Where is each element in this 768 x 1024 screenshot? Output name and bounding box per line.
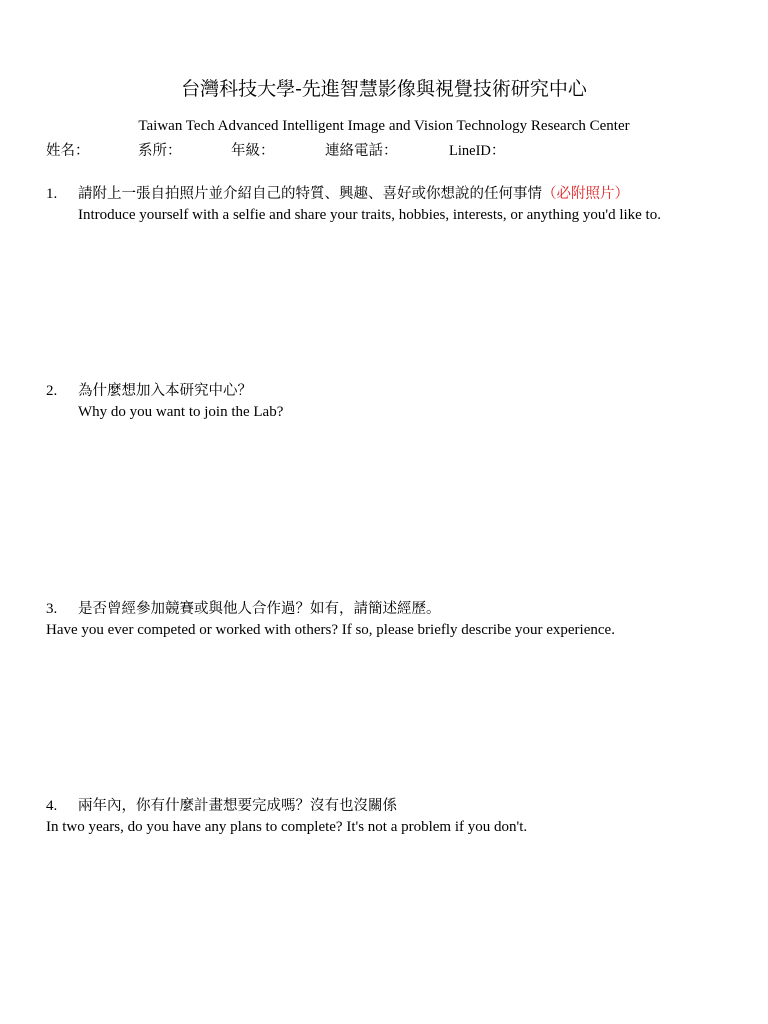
question-english-text: Why do you want to join the Lab? [78, 404, 284, 420]
phone-field-label: 連絡電話： [325, 143, 398, 159]
lineid-field-label: LineID： [449, 143, 506, 159]
question-english-text: Have you ever competed or worked with others? If so, please briefly describe your experience. [46, 622, 615, 638]
answer-area-3[interactable] [78, 643, 728, 783]
required-photo-note: （必附照片） [542, 186, 629, 202]
question-chinese-text: 是否曾經參加競賽或與他人合作過？如有，請簡述經歷。 [78, 601, 441, 617]
document-subtitle: Taiwan Tech Advanced Intelligent Image and Vision Technology Research Center [138, 118, 630, 134]
applicant-info-row [46, 141, 726, 161]
question-english-text: Introduce yourself with a selfie and share your traits, hobbies, interests, or anything you'd like to. [78, 207, 661, 223]
question-chinese-text [78, 184, 629, 204]
question-number: 3. [46, 601, 58, 617]
answer-area-1[interactable] [78, 228, 728, 378]
answer-area-2[interactable] [78, 425, 728, 575]
question-number: 1. [46, 186, 58, 202]
department-field-label: 系所： [138, 143, 182, 159]
question-number: 2. [46, 383, 58, 399]
question-number: 4. [46, 798, 58, 814]
question-chinese-text: 兩年內，你有什麼計畫想要完成嗎？沒有也沒關係 [78, 798, 397, 814]
answer-area-4[interactable] [78, 840, 728, 990]
question-english-text: In two years, do you have any plans to complete? It's not a problem if you don't. [46, 819, 528, 835]
question-chinese-main: 請附上一張自拍照片並介紹自己的特質、興趣、喜好或你想說的任何事情 [78, 186, 542, 202]
document-title: 台灣科技大學-先進智慧影像與視覺技術研究中心 [181, 78, 587, 100]
grade-field-label: 年級： [231, 143, 275, 159]
name-field-label: 姓名： [46, 143, 90, 159]
question-chinese-text: 為什麼想加入本研究中心？ [78, 383, 252, 399]
